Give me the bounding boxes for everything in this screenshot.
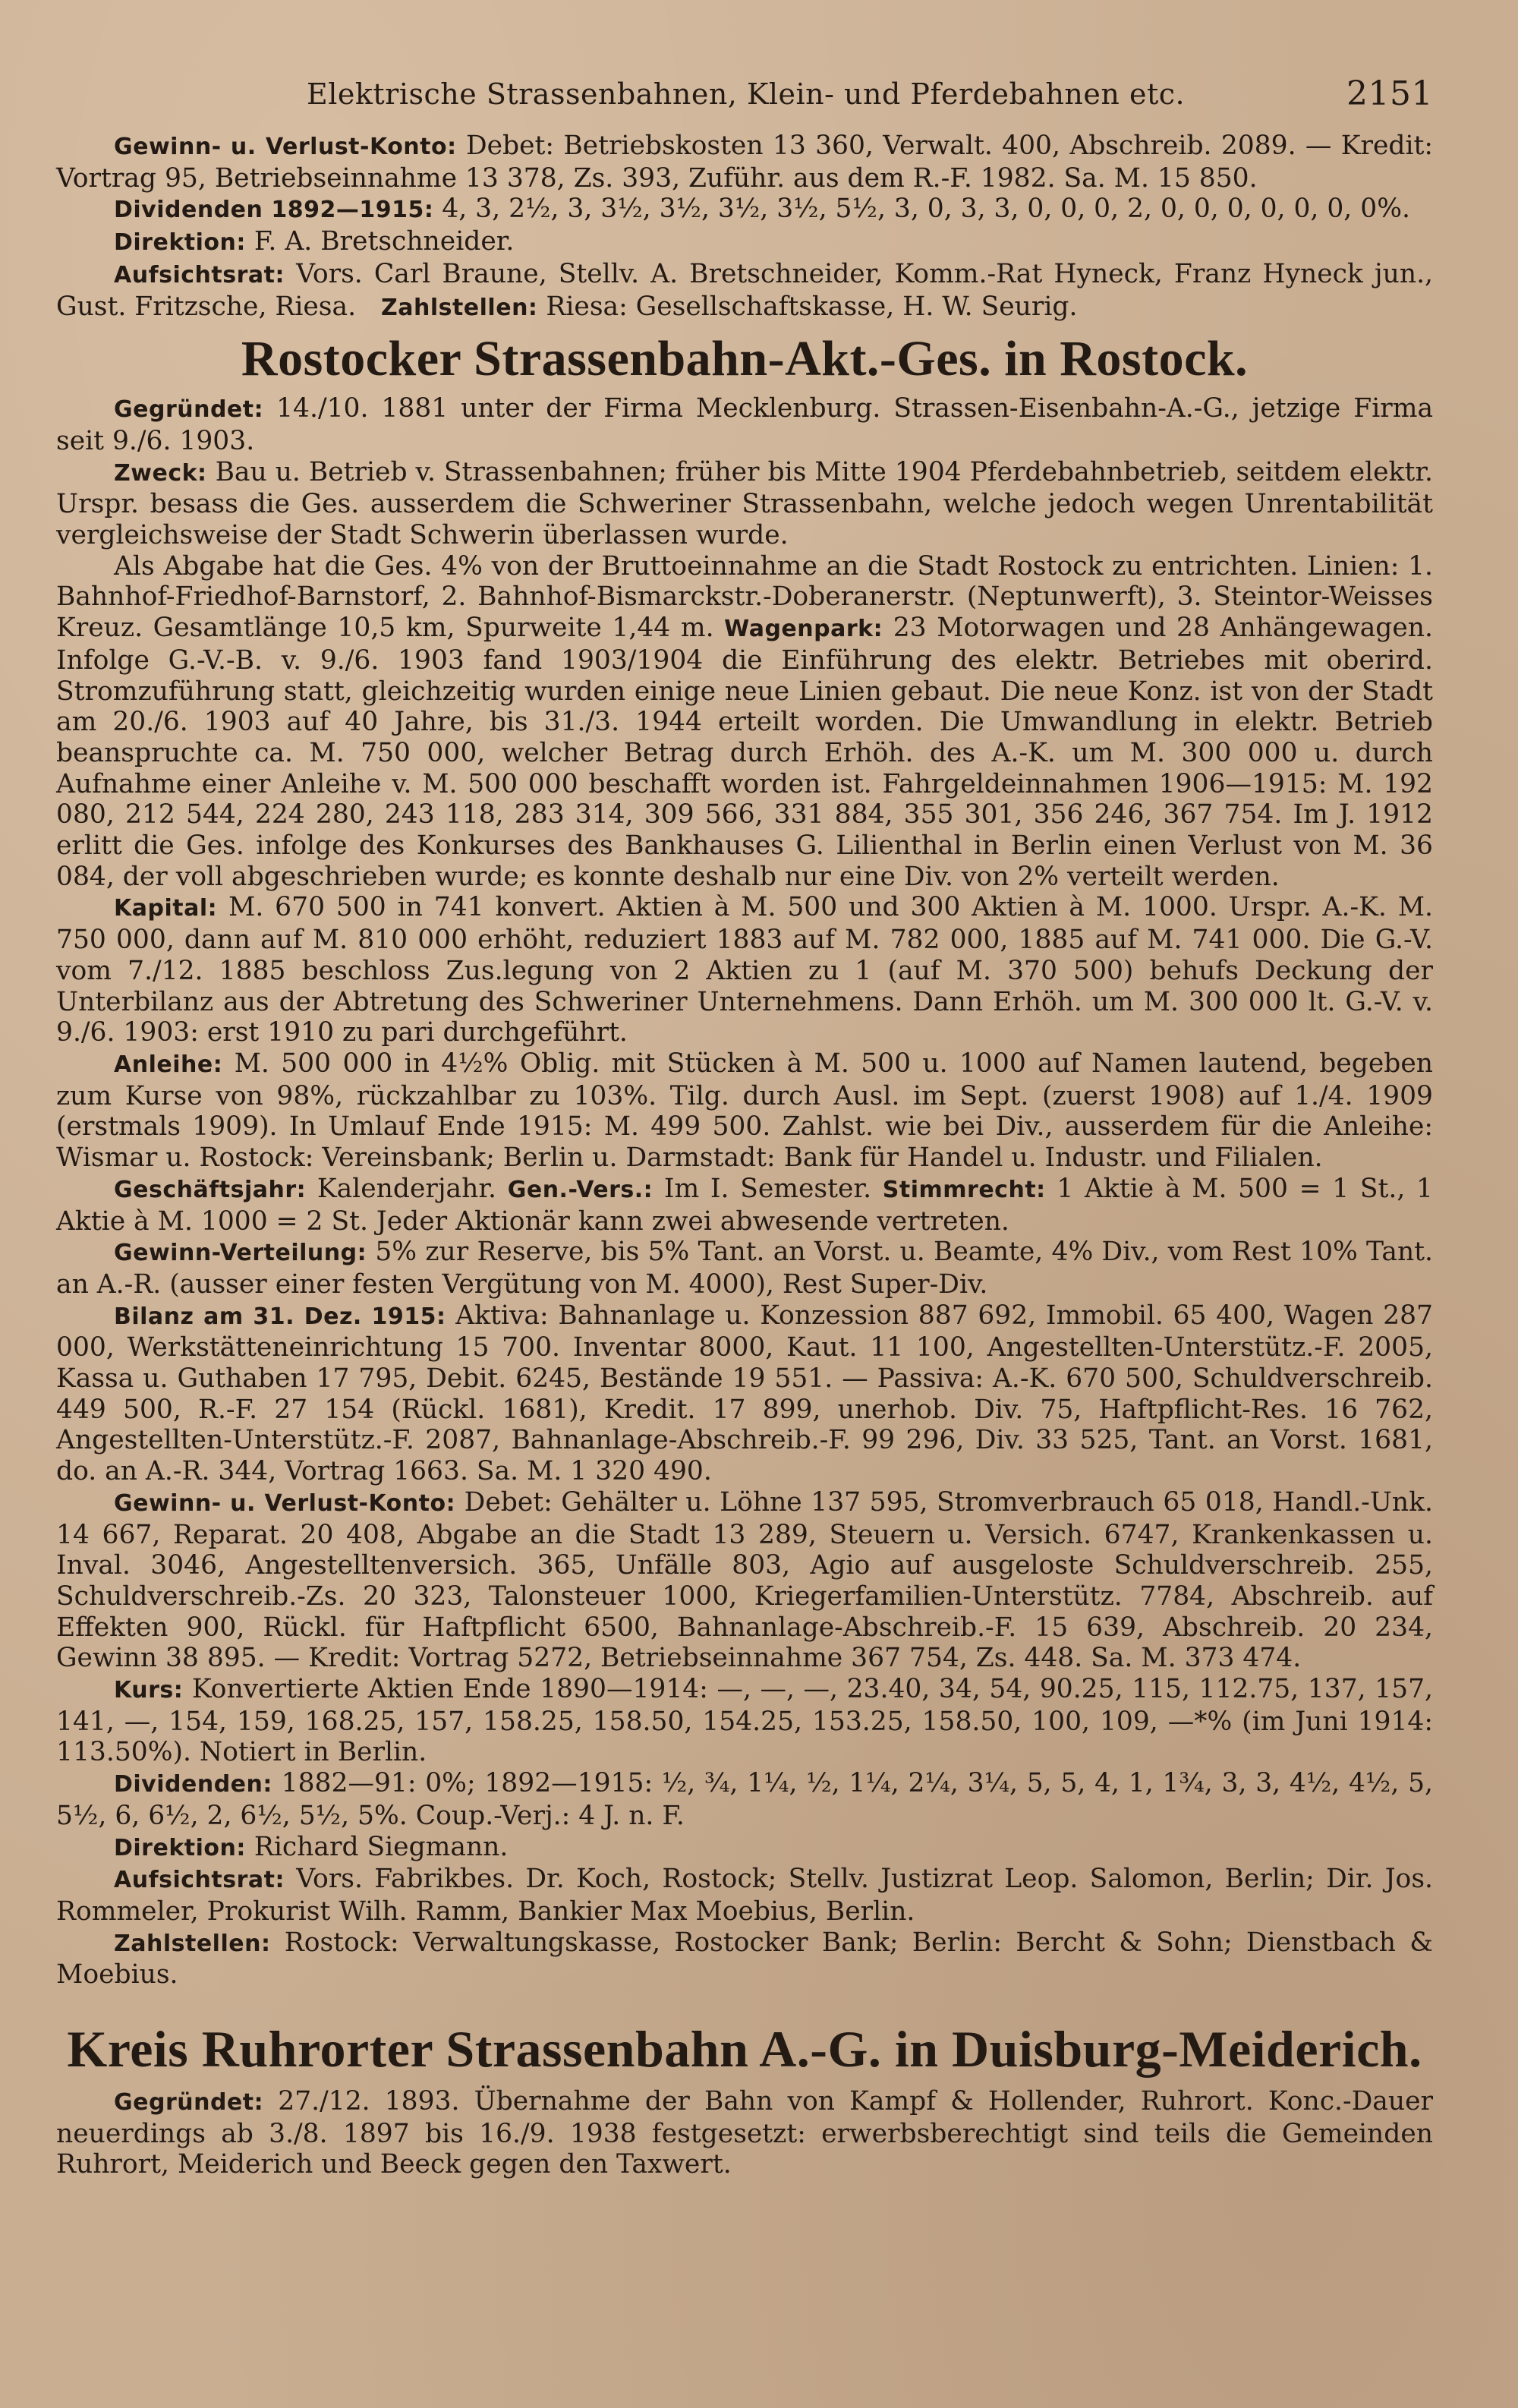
rostock-gegruendet-text: 14./10. 1881 unter der Firma Mecklenburg. Strassen-Eisenbahn-A.-G., jetzige Firma seit 9./6. 1903. [56,393,1434,456]
rostock-gv-label: Gen.-Vers.: [507,1176,653,1203]
rostock-gewinnvert-text: 5% zur Reserve, bis 5% Tant. an Vorst. u. Beamte, 4% Div., vom Rest 10% Tant. an A.-R. (ausser einer festen Vergütung von M. 4000), Rest Super-Div. [56,1237,1433,1300]
prev-dividenden-paragraph [56,194,1433,226]
ruhrort-gegruendet-label: Gegründet: [114,2089,264,2116]
rostock-gegruendet [56,393,1433,456]
prev-direktion-text: F. A. Bretschneider. [254,226,515,257]
running-title: Elektrische Strassenbahnen, Klein- und Pferdebahnen etc. [307,77,1186,111]
rostock-aufsichtsrat-label: Aufsichtsrat: [114,1867,285,1894]
rostock-direktion-text: Richard Siegmann. [254,1831,509,1862]
rostock-bilanz-text: Aktiva: Bahnanlage u. Konzession 887 692, Immobil. 65 400, Wagen 287 000, Werkstätteneinrichtung 15 700. Inventar 8000, Kaut. 11 100, Angestellten-Unterstütz.-F. 2005, Kassa u. Guthaben 17 795, Debit. 6245, Bestände 19 551. — Passiva: A.-K. 670 500, Schuldverschreib. 449 500, R.-F. 27 154 (Rückl. 1681), Kredit. 17 899, unerhob. Div. 75, Haftpflicht-Res. 16 762, Angestellten-Unterstütz.-F. 2087, Bahnanlage-Abschreib.-F. 99 296, Div. 33 525, Tant. an Vorst. 1681, do. an A.-R. 344, Vortrag 1663. Sa. M. 1 320 490. [56,1300,1433,1487]
rostock-stimm-label: Stimmrecht: [882,1176,1046,1203]
prev-zahlstellen-label: Zahlstellen: [380,294,538,321]
rostock-wagenpark-label: Wagenpark: [724,616,883,643]
rostock-bilanz [56,1300,1433,1487]
prev-zahlstellen-text: Riesa: Gesellschaftskasse, H. W. Seurig. [546,291,1078,322]
rostock-zweck [56,457,1433,551]
rostock-anleihe-label: Anleihe: [114,1051,223,1078]
rostock-direktion [56,1832,1433,1864]
rostock-kurs-label: Kurs: [114,1677,184,1704]
page-number: 2151 [1346,74,1433,113]
rostock-abgabe [56,551,1433,893]
rostock-div-label: Dividenden: [114,1771,272,1798]
prev-aufsichtsrat-label: Aufsichtsrat: [114,261,285,288]
rostock-bilanz-label: Bilanz am 31. Dez. 1915: [114,1303,446,1330]
rostock-zahlstellen [56,1927,1433,1990]
prev-gewinn-label: Gewinn- u. Verlust-Konto: [114,134,457,160]
prev-dividenden-text: 4, 3, 2½, 3, 3½, 3½, 3½, 3½, 5½, 3, 0, 3, 3, 0, 0, 0, 2, 0, 0, 0, 0, 0, 0, 0%. [442,194,1410,225]
rostock-gj-text: Kalenderjahr. [317,1173,497,1204]
rostock-kapital [56,892,1433,1048]
rostock-kurs-text: Konvertierte Aktien Ende 1890—1914: —, —, —, 23.40, 34, 54, 90.25, 115, 112.75, 137, 157, 141, —, 154, 159, 168.25, 157, 158.25, 158.50, 154.25, 153.25, 158.50, 100, 109, —*% (im Juni 1914: 113.50%). Notiert in Berlin. [56,1674,1434,1768]
ruhrort-gegruendet [56,2086,1433,2180]
page-header [56,67,1433,120]
rostock-aufsichtsrat [56,1864,1433,1927]
rostock-gegruendet-label: Gegründet: [114,396,264,424]
prev-aufsichtsrat-text: Vors. Carl Braune, Stellv. A. Bretschneider, Komm.-Rat Hyneck, Franz Hyneck jun., Gust. Fritzsche, Riesa. [56,258,1433,322]
rostock-dividenden [56,1768,1433,1831]
rostock-anleihe-text: M. 500 000 in 4½% Oblig. mit Stücken à M. 500 u. 1000 auf Namen lautend, begeben zum Kurse von 98%, rückzahlbar zu 103%. Tilg. durch Ausl. im Sept. (zuerst 1908) auf 1./4. 1909 (erstmals 1909). In Umlauf Ende 1915: M. 499 500. Zahlst. wie bei Div., ausserdem für die Anleihe: Wismar u. Rostock: Vereinsbank; Berlin u. Darmstadt: Bank für Handel u. Industr. und Filialen. [56,1048,1433,1174]
rostock-title: Rostocker Strassenbahn-Akt.-Ges. in Rostock. [241,331,1249,387]
rostock-zweck-label: Zweck: [114,459,207,487]
rostock-kapital-text: M. 670 500 in 741 konvert. Aktien à M. 500 und 300 Aktien à M. 1000. Urspr. A.-K. M. 750 000, dann auf M. 810 000 erhöht, reduziert 1883 auf M. 782 000, 1885 auf M. 741 000. Die G.-V. vom 7./12. 1885 beschloss Zus.legung von 2 Aktien zu 1 (auf M. 370 500) behufs Deckung der Unterbilanz aus der Abtretung des Schweriner Unternehmens. Dann Erhöh. um M. 300 000 lt. G.-V. v. 9./6. 1903: erst 1910 zu pari durchgeführt. [56,892,1434,1048]
prev-gewinn-paragraph [56,131,1433,194]
rostock-kapital-label: Kapital: [114,895,218,922]
rostock-direktion-label: Direktion: [114,1834,246,1861]
rostock-guv-text: Debet: Gehälter u. Löhne 137 595, Stromverbrauch 65 018, Handl.-Unk. 14 667, Reparat. 20 408, Abgabe an die Stadt 13 289, Steuern u. Versich. 6747, Krankenkassen u. Inval. 3046, Angestelltenversich. 365, Unfälle 803, Agio auf ausgeloste Schuldverschreib. 255, Schuldverschreib.-Zs. 20 323, Talonsteuer 1000, Kriegerfamilien-Unterstütz. 7784, Abschreib. auf Effekten 900, Rückl. für Haftpflicht 6500, Bahnanlage-Abschreib.-F. 15 639, Abschreib. 20 234, Gewinn 38 895. — Kredit: Vortrag 5272, Betriebseinnahme 367 754, Zs. 448. Sa. M. 373 474. [56,1486,1434,1674]
rostock-div-text: 1882—91: 0%; 1892—1915: ½, ¾, 1¼, ½, 1¼, 2¼, 3¼, 5, 5, 4, 1, 1¾, 3, 3, 4½, 4½, 5, 5½, 6, 6½, 2, 6½, 5½, 5%. Coup.-Verj.: 4 J. n. F. [56,1768,1434,1831]
rostock-guv-label: Gewinn- u. Verlust-Konto: [114,1489,456,1517]
rostock-zahlstellen-label: Zahlstellen: [114,1930,271,1957]
rostock-gj-label: Geschäftsjahr: [114,1176,307,1203]
rostock-gv-text: Im I. Semester. [663,1173,872,1204]
prev-direktion-paragraph [56,226,1433,259]
rostock-gewinnverteilung [56,1237,1433,1300]
rostock-stimm-text: 1 Aktie à M. 500 = 1 St., 1 Aktie à M. 1000 = 2 St. Jeder Aktionär kann zwei abwesende vertreten. [56,1173,1433,1237]
rostock-zahlstellen-text: Rostock: Verwaltungskasse, Rostocker Bank; Berlin: Bercht & Sohn; Dienstbach & Moebius. [56,1927,1433,1990]
rostock-aufsichtsrat-text: Vors. Fabrikbes. Dr. Koch, Rostock; Stellv. Justizrat Leop. Salomon, Berlin; Dir. Jos. Rommeler, Prokurist Wilh. Ramm, Bankier Max Moebius, Berlin. [56,1864,1433,1927]
ruhrort-title: Kreis Ruhrorter Strassenbahn A.-G. in Duisburg-Meiderich. [67,2020,1422,2079]
prev-direktion-label: Direktion: [114,229,246,257]
rostock-abgabe-text: Als Abgabe hat die Ges. 4% von der Bruttoeinnahme an die Stadt Rostock zu entrichten. [114,550,1299,582]
rostock-wagenpark-text: 23 Motorwagen und 28 Anhängewagen. Infolge G.-V.-B. v. 9./6. 1903 fand 1903/1904 die Einführung des elektr. Betriebes mit oberird. Stromzuführung statt, gleichzeitig wurden einige neue Linien gebaut. Die neue Konz. ist von der Stadt am 20./6. 1903 auf 40 Jahre, bis 31./3. 1944 erteilt worden. Die Umwandlung in elektr. Betrieb beanspruchte ca. M. 750 000, welcher Betrag durch Erhöh. des A.-K. um M. 300 000 u. durch Aufnahme einer Anleihe v. M. 500 000 beschafft worden ist. Fahrgeldeinnahmen 1906—1915: M. 192 080, 212 544, 224 280, 243 118, 283 314, 309 566, 331 884, 355 301, 356 246, 367 754. Im J. 1912 erlitt die Ges. infolge des Konkurses des Bankhauses G. Lilienthal in Berlin einen Verlust von M. 36 084, der voll abgeschrieben wurde; es konnte deshalb nur eine Div. von 2% verteilt werden. [56,613,1433,892]
rostock-linien-text: Linien: 1. Bahnhof-Friedhof-Barnstorf, 2. Bahnhof-Bismarckstr.-Doberanerstr. (Neptunwerft), 3. Steintor-Weisses Kreuz. Gesamtlänge 10,5 km, Spurweite 1,44 m. [56,550,1434,644]
rostock-geschaeftsjahr [56,1174,1433,1237]
rostock-kurs [56,1674,1433,1768]
rostock-guv [56,1487,1433,1674]
prev-gewinn-text: Debet: Betriebskosten 13 360, Verwalt. 400, Abschreib. 2089. — Kredit: Vortrag 95, Betriebseinnahme 13 378, Zs. 393, Zuführ. aus dem R.-F. 1982. Sa. M. 15 850. [56,131,1434,194]
prev-dividenden-label: Dividenden 1892—1915: [114,197,434,224]
rostock-gewinnvert-label: Gewinn-Verteilung: [114,1240,367,1267]
ruhrort-gegruendet-text: 27./12. 1893. Übernahme der Bahn von Kampf & Hollender, Ruhrort. Konc.-Dauer neuerdings ab 3./8. 1897 bis 16./9. 1938 festgesetzt: erwerbsberechtigt sind teils die Gemeinden Ruhrort, Meiderich und Beeck gegen den Taxwert. [56,2086,1434,2180]
prev-aufsichtsrat-paragraph [56,259,1433,323]
rostock-zweck-text: Bau u. Betrieb v. Strassenbahnen; früher bis Mitte 1904 Pferdebahnbetrieb, seitdem elektr. Urspr. besass die Ges. ausserdem die Schweriner Strassenbahn, welche jedoch wegen Unrentabilität vergleichsweise der Stadt Schwerin überlassen wurde. [56,456,1433,551]
rostock-anleihe [56,1048,1433,1174]
